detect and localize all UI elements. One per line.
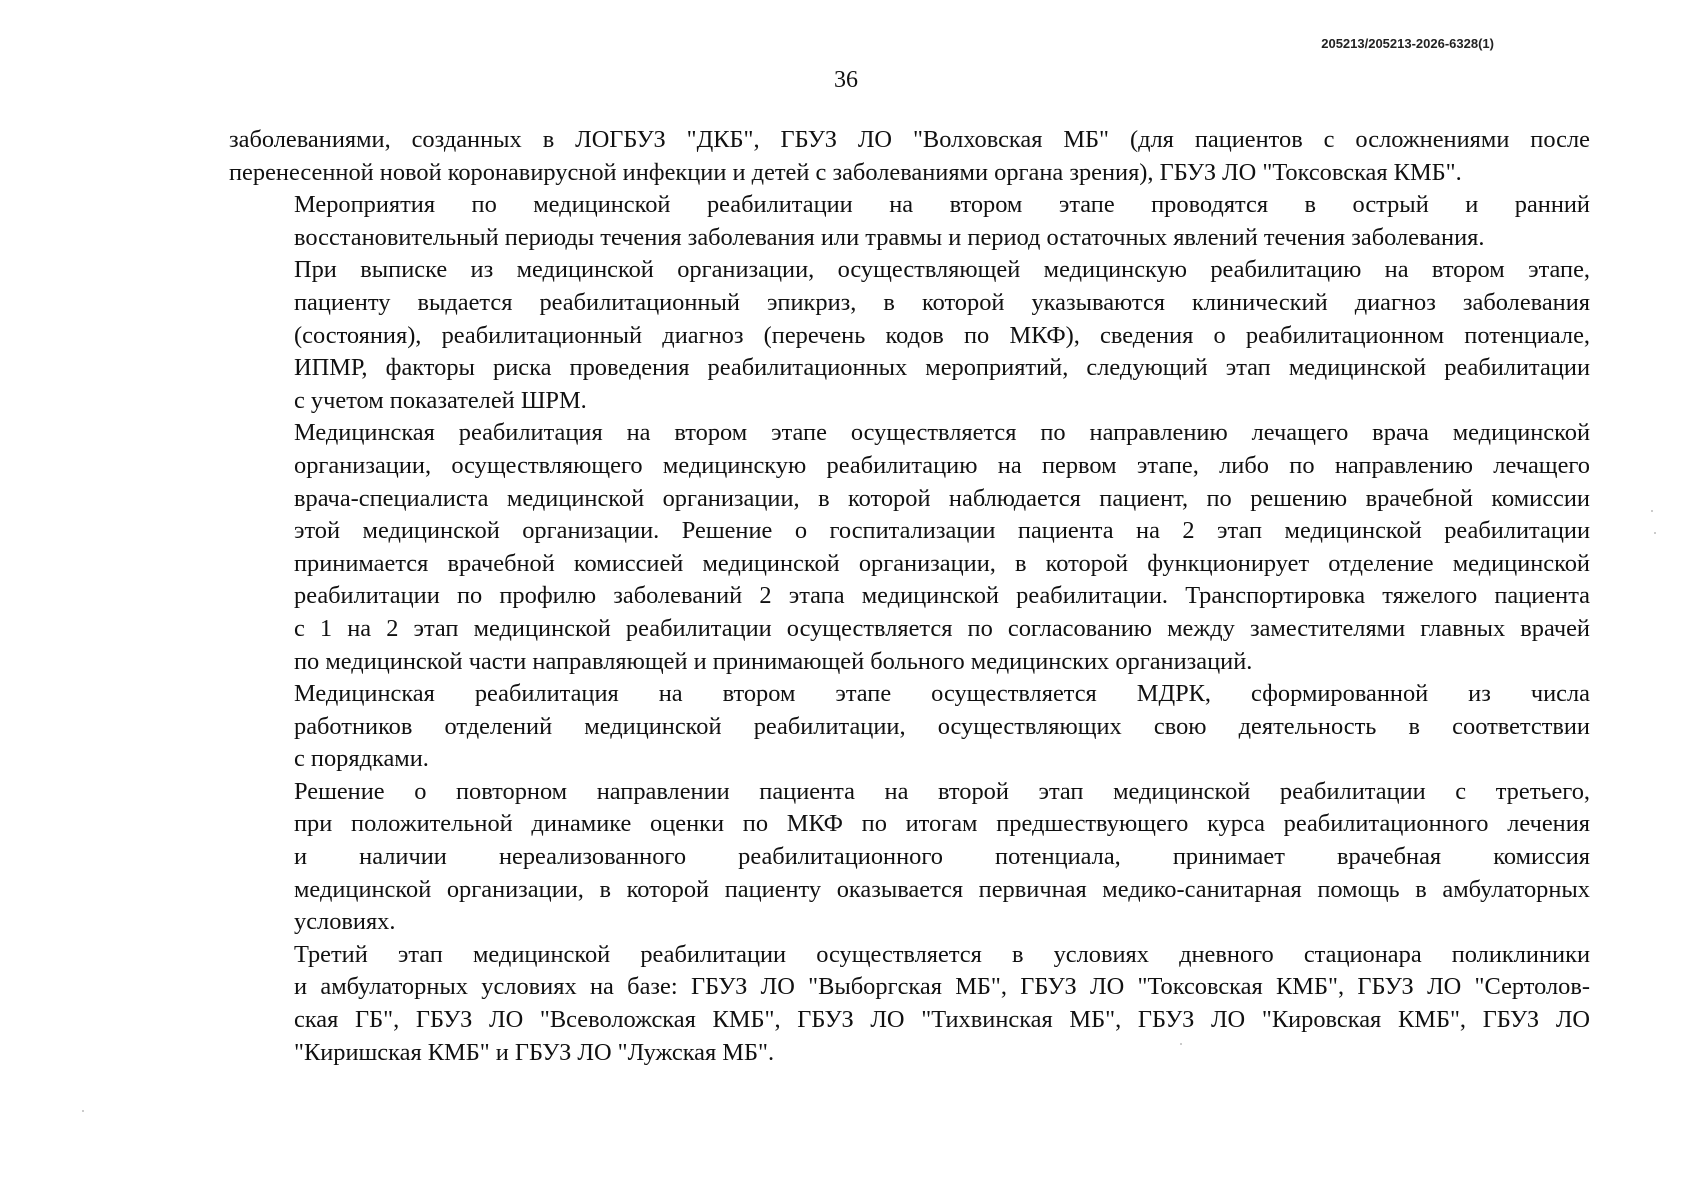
text-line: При выписке из медицинской организации, осуществляющей медицинскую реабилитацию на втором этапе, [294,256,1590,284]
text-line: перенесенной новой коронавирусной инфекции и детей с заболеваниями органа зрения), ГБУЗ ЛО "Токсовская КМБ". [229,158,1462,186]
text-line: Мероприятия по медицинской реабилитации на втором этапе проводятся в острый и ранний [294,191,1590,219]
text-line: Решение о повторном направлении пациента на второй этап медицинской реабилитации с третьего, [294,777,1590,805]
scan-speck [1651,510,1653,512]
text-line: Медицинская реабилитация на втором этапе осуществляется по направлению лечащего врача медицинской [294,419,1590,447]
text-line: условиях. [294,908,396,936]
text-line: ИПМР, факторы риска проведения реабилитационных мероприятий, следующий этап медицинской реабилитации [294,354,1590,382]
paragraph-5 [229,678,1590,776]
text-line: ская ГБ", ГБУЗ ЛО "Всеволожская КМБ", ГБУЗ ЛО "Тихвинская МБ", ГБУЗ ЛО "Кировская КМБ", ГБУЗ ЛО [294,1006,1590,1034]
text-line: врача-специалиста медицинской организации, в которой наблюдается пациент, по решению врачебной комиссии [294,484,1590,512]
text-line: и наличии нереализованного реабилитационного потенциала, принимает врачебная комиссия [294,843,1590,871]
text-line: восстановительный периоды течения заболевания или травмы и период остаточных явлений течения заболевания. [294,223,1485,251]
text-line: Медицинская реабилитация на втором этапе осуществляется МДРК, сформированной из числа [294,680,1590,708]
text-line: с порядками. [294,745,429,773]
scan-speck [82,1110,84,1112]
text-line: Третий этап медицинской реабилитации осуществляется в условиях дневного стационара поликлиники [294,940,1590,968]
scan-speck [1180,1043,1182,1045]
paragraph-4 [229,417,1590,678]
paragraph-1 [229,124,1590,189]
text-line: реабилитации по профилю заболеваний 2 этапа медицинской реабилитации. Транспортировка тяжелого пациента [294,582,1590,610]
text-line: и амбулаторных условиях на базе: ГБУЗ ЛО "Выборгская МБ", ГБУЗ ЛО "Токсовская КМБ", ГБУЗ ЛО "Сертолов- [294,973,1590,1001]
paragraph-7 [229,939,1590,1069]
text-line: "Киришская КМБ" и ГБУЗ ЛО "Лужская МБ". [294,1038,775,1066]
text-line: принимается врачебной комиссией медицинской организации, в которой функционирует отделение медицинской [294,549,1590,577]
text-line: с 1 на 2 этап медицинской реабилитации осуществляется по согласованию между заместителями главных врачей [294,614,1590,642]
text-line: пациенту выдается реабилитационный эпикриз, в которой указываются клинический диагноз заболевания [294,288,1590,316]
paragraph-2 [229,189,1590,254]
text-line: заболеваниями, созданных в ЛОГБУЗ "ДКБ", ГБУЗ ЛО "Волховская МБ" (для пациентов с осложнениями после [229,126,1590,153]
paragraph-6 [229,776,1590,939]
body-text [229,124,1590,1069]
text-line: по медицинской части направляющей и принимающей больного медицинских организаций. [294,647,1253,675]
text-line: при положительной динамике оценки по МКФ по итогам предшествующего курса реабилитационного лечения [294,810,1590,838]
text-line: работников отделений медицинской реабилитации, осуществляющих свою деятельность в соответствии [294,712,1590,740]
text-line: медицинской организации, в которой пациенту оказывается первичная медико-санитарная помощь в амбулаторных [294,875,1590,903]
paragraph-3 [229,254,1590,417]
text-line: с учетом показателей ШРМ. [294,386,587,414]
page-number: 36 [834,67,858,93]
document-id: 205213/205213-2026-6328(1) [1321,36,1494,51]
text-line: (состояния), реабилитационный диагноз (перечень кодов по МКФ), сведения о реабилитационном потенциале, [294,321,1590,349]
text-line: организации, осуществляющего медицинскую реабилитацию на первом этапе, либо по направлению лечащего [294,451,1590,479]
scan-speck [1654,532,1656,534]
text-line: этой медицинской организации. Решение о госпитализации пациента на 2 этап медицинской реабилитации [294,517,1590,545]
